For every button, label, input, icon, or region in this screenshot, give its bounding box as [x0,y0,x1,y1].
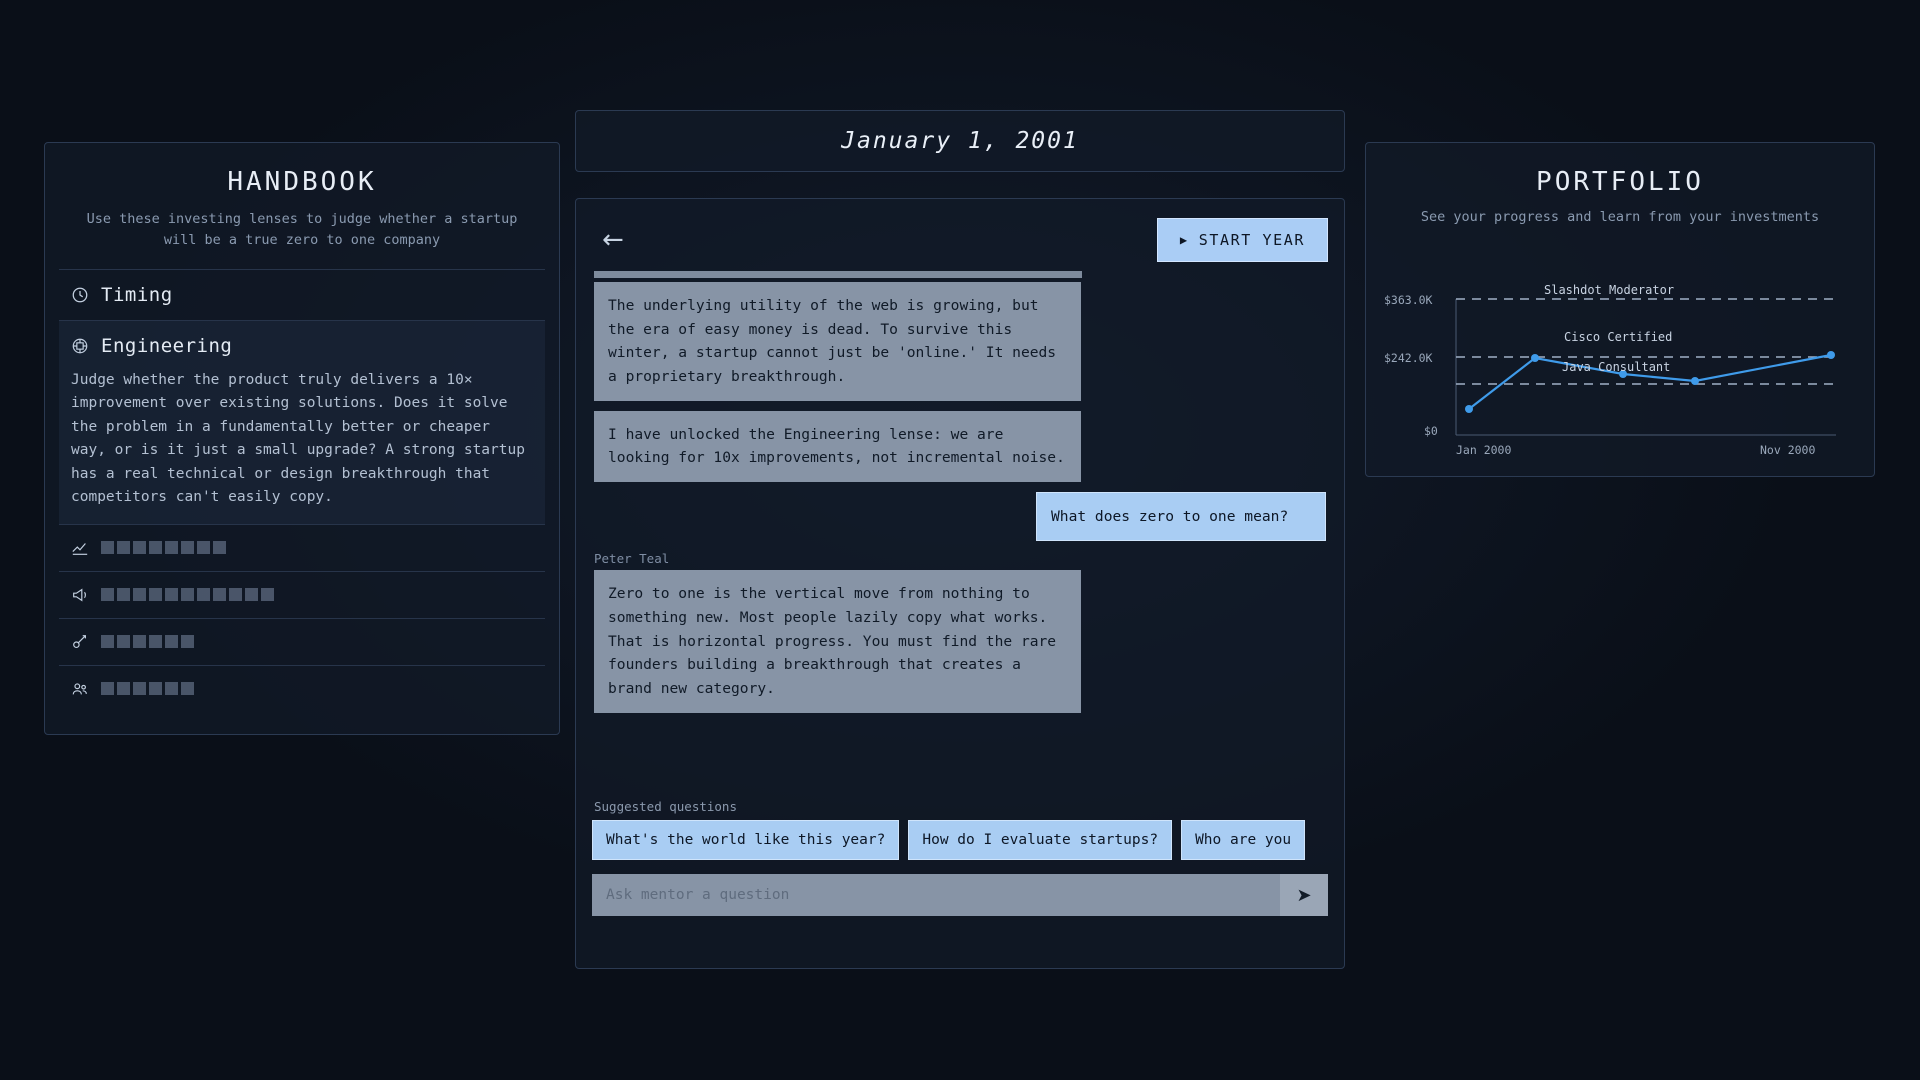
x-tick-label-start: Jan 2000 [1456,443,1512,457]
suggested-questions [592,820,1328,860]
message-input[interactable] [592,874,1280,916]
lens-engineering-label: Engineering [101,334,233,357]
start-year-label: START YEAR [1198,231,1305,249]
start-year-button[interactable] [1157,218,1328,262]
portfolio-panel [1365,142,1875,477]
goal-label-java: Java Consultant [1562,360,1671,374]
lens-locked-4 [59,665,545,712]
lens-engineering-description: Judge whether the product truly delivers a 10× improvement over existing solutions. Does it solve the problem in a fundamentally better or cheaper way, or is it just a small upgrade? A strong startup has a real technical or design breakthrough that competitors can't easily copy. [71,371,525,506]
message-composer [592,874,1328,916]
locked-label [101,541,226,554]
locked-label [101,588,274,601]
chat-message-mentor: I have unlocked the Engineering lense: we are looking for 10x improvements, not incremental noise. [594,411,1081,482]
handbook-title: HANDBOOK [227,167,377,197]
megaphone-icon [71,586,89,604]
suggestion-chip-1[interactable]: What's the world like this year? [592,820,899,860]
grid-chip-icon [71,337,89,355]
people-icon [71,680,89,698]
lens-locked-3 [59,618,545,665]
y-tick-label-mid: $242.0K [1384,351,1433,365]
handbook-subtitle: Use these investing lenses to judge whether a startup will be a true zero to one company [86,211,518,248]
portfolio-chart [1384,239,1856,457]
goal-label-slashdot: Slashdot Moderator [1544,283,1675,297]
portfolio-subtitle: See your progress and learn from your investments [1420,209,1820,225]
lens-locked-1 [59,524,545,571]
locked-label [101,635,194,648]
chat-message-mentor: The underlying utility of the web is growing, but the era of easy money is dead. To survive this winter, a startup cannot just be 'online.' It needs a proprietary breakthrough. [594,282,1081,401]
clock-icon [71,286,89,304]
key-icon [71,633,89,651]
portfolio-chart-svg [1384,239,1858,454]
send-button[interactable] [1280,874,1328,916]
suggestion-chip-2[interactable]: How do I evaluate startups? [908,820,1172,860]
y-tick-label-zero: $0 [1424,424,1438,438]
suggested-questions-label: Suggested questions [594,799,737,814]
current-date: January 1, 2001 [841,128,1079,154]
message-speaker-name: Peter Teal [594,551,670,567]
handbook-panel [44,142,560,735]
lens-timing[interactable] [59,269,545,320]
lens-engineering[interactable] [59,320,545,524]
goal-label-cisco: Cisco Certified [1564,330,1673,344]
suggestion-chip-3[interactable]: Who are you [1181,820,1305,860]
send-icon: ➤ [1296,884,1312,905]
play-icon: ▶ [1179,233,1189,247]
locked-label [101,682,194,695]
message-list[interactable] [592,271,1328,791]
message-scroll-indicator [594,271,1082,278]
lens-timing-label: Timing [101,283,173,306]
portfolio-title: PORTFOLIO [1536,167,1704,197]
chat-toolbar [592,217,1328,263]
chat-panel [575,198,1345,969]
chart-icon [71,539,89,557]
chat-message-mentor: Zero to one is the vertical move from nothing to something new. Most people lazily copy what works. That is horizontal progress. You must find the rare founders building a breakthrough that creates a brand new category. [594,570,1081,712]
back-button[interactable]: ← [592,227,634,253]
chat-message-user: What does zero to one mean? [1036,492,1326,542]
date-bar [575,110,1345,172]
lens-locked-2 [59,571,545,618]
y-tick-label-top: $363.0K [1384,293,1433,307]
x-tick-label-end: Nov 2000 [1760,443,1816,457]
